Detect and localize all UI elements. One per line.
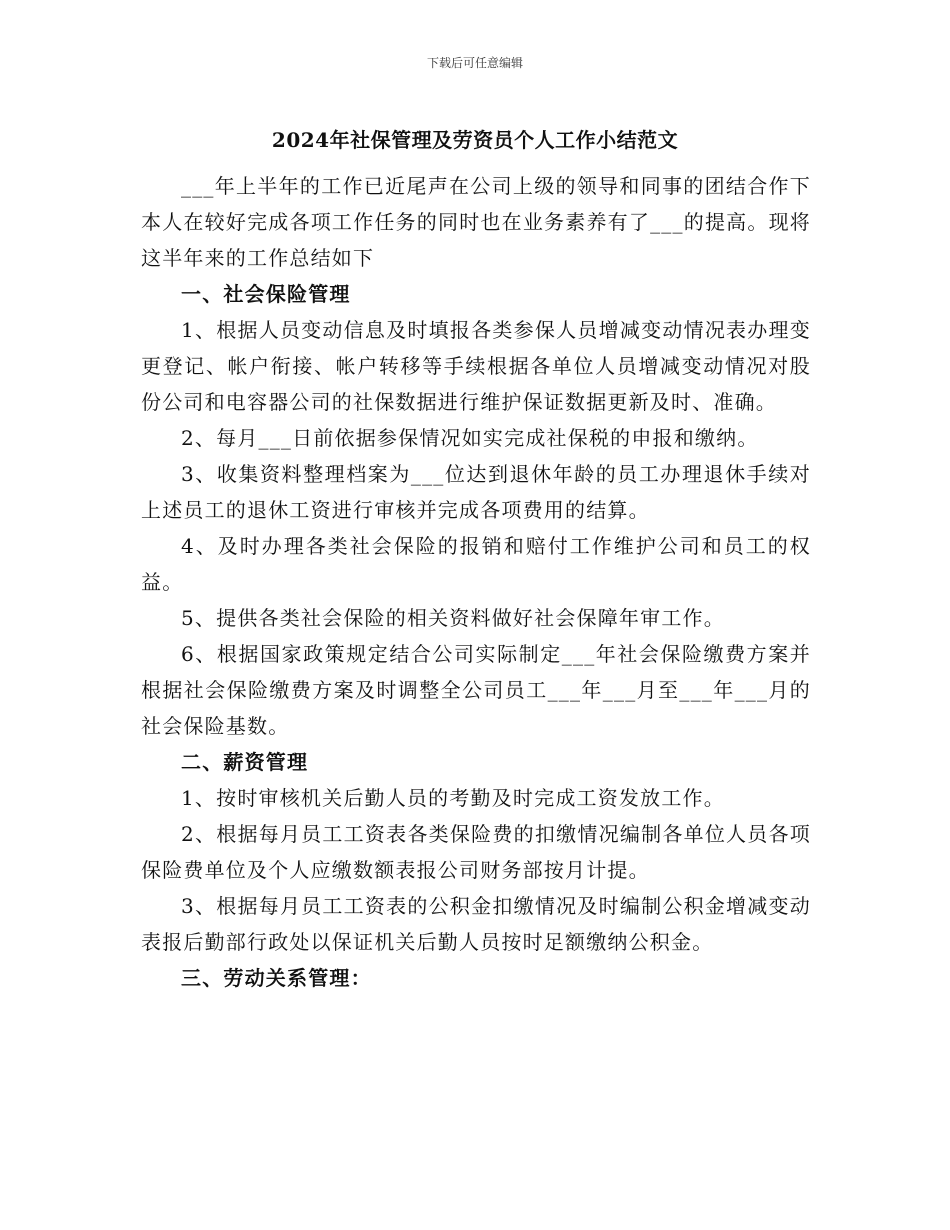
list-item: 1、根据人员变动信息及时填报各类参保人员增减变动情况表办理变更登记、帐户衔接、帐户转移等手续根据各单位人员增减变动情况对股份公司和电容器公司的社保数据进行维护保证数据更新及时、准确。: [141, 318, 811, 414]
section-heading-salary: 二、薪资管理: [181, 750, 309, 774]
list-item: 1、按时审核机关后勤人员的考勤及时完成工资发放工作。: [181, 786, 725, 810]
list-item: 4、及时办理各类社会保险的报销和赔付工作维护公司和员工的权益。: [141, 534, 811, 594]
list-item: 2、根据每月员工工资表各类保险费的扣缴情况编制各单位人员各项保险费单位及个人应缴数额表报公司财务部按月计提。: [141, 822, 811, 882]
list-item: 6、根据国家政策规定结合公司实际制定___年社会保险缴费方案并根据社会保险缴费方案及时调整全公司员工___年___月至___年___月的社会保险基数。: [141, 642, 811, 738]
section-heading-social-insurance: 一、社会保险管理: [181, 282, 351, 306]
list-item: 5、提供各类社会保险的相关资料做好社会保障年审工作。: [181, 606, 725, 630]
list-item: 3、收集资料整理档案为___位达到退休年龄的员工办理退休手续对上述员工的退休工资进行审核并完成各项费用的结算。: [141, 462, 811, 522]
section-heading-labor-relations: 三、劳动关系管理：: [181, 966, 372, 990]
page-header-note: 下载后可任意编辑: [426, 56, 523, 70]
document-body: [141, 168, 811, 996]
intro-paragraph: ___年上半年的工作已近尾声在公司上级的领导和同事的团结合作下本人在较好完成各项工作任务的同时也在业务素养有了___的提高。现将这半年来的工作总结如下: [141, 174, 811, 270]
list-item: 2、每月___日前依据参保情况如实完成社保税的申报和缴纳。: [181, 426, 759, 450]
document-title: 2024年社保管理及劳资员个人工作小结范文: [271, 128, 679, 152]
list-item: 3、根据每月员工工资表的公积金扣缴情况及时编制公积金增减变动表报后勤部行政处以保证机关后勤人员按时足额缴纳公积金。: [141, 894, 811, 954]
